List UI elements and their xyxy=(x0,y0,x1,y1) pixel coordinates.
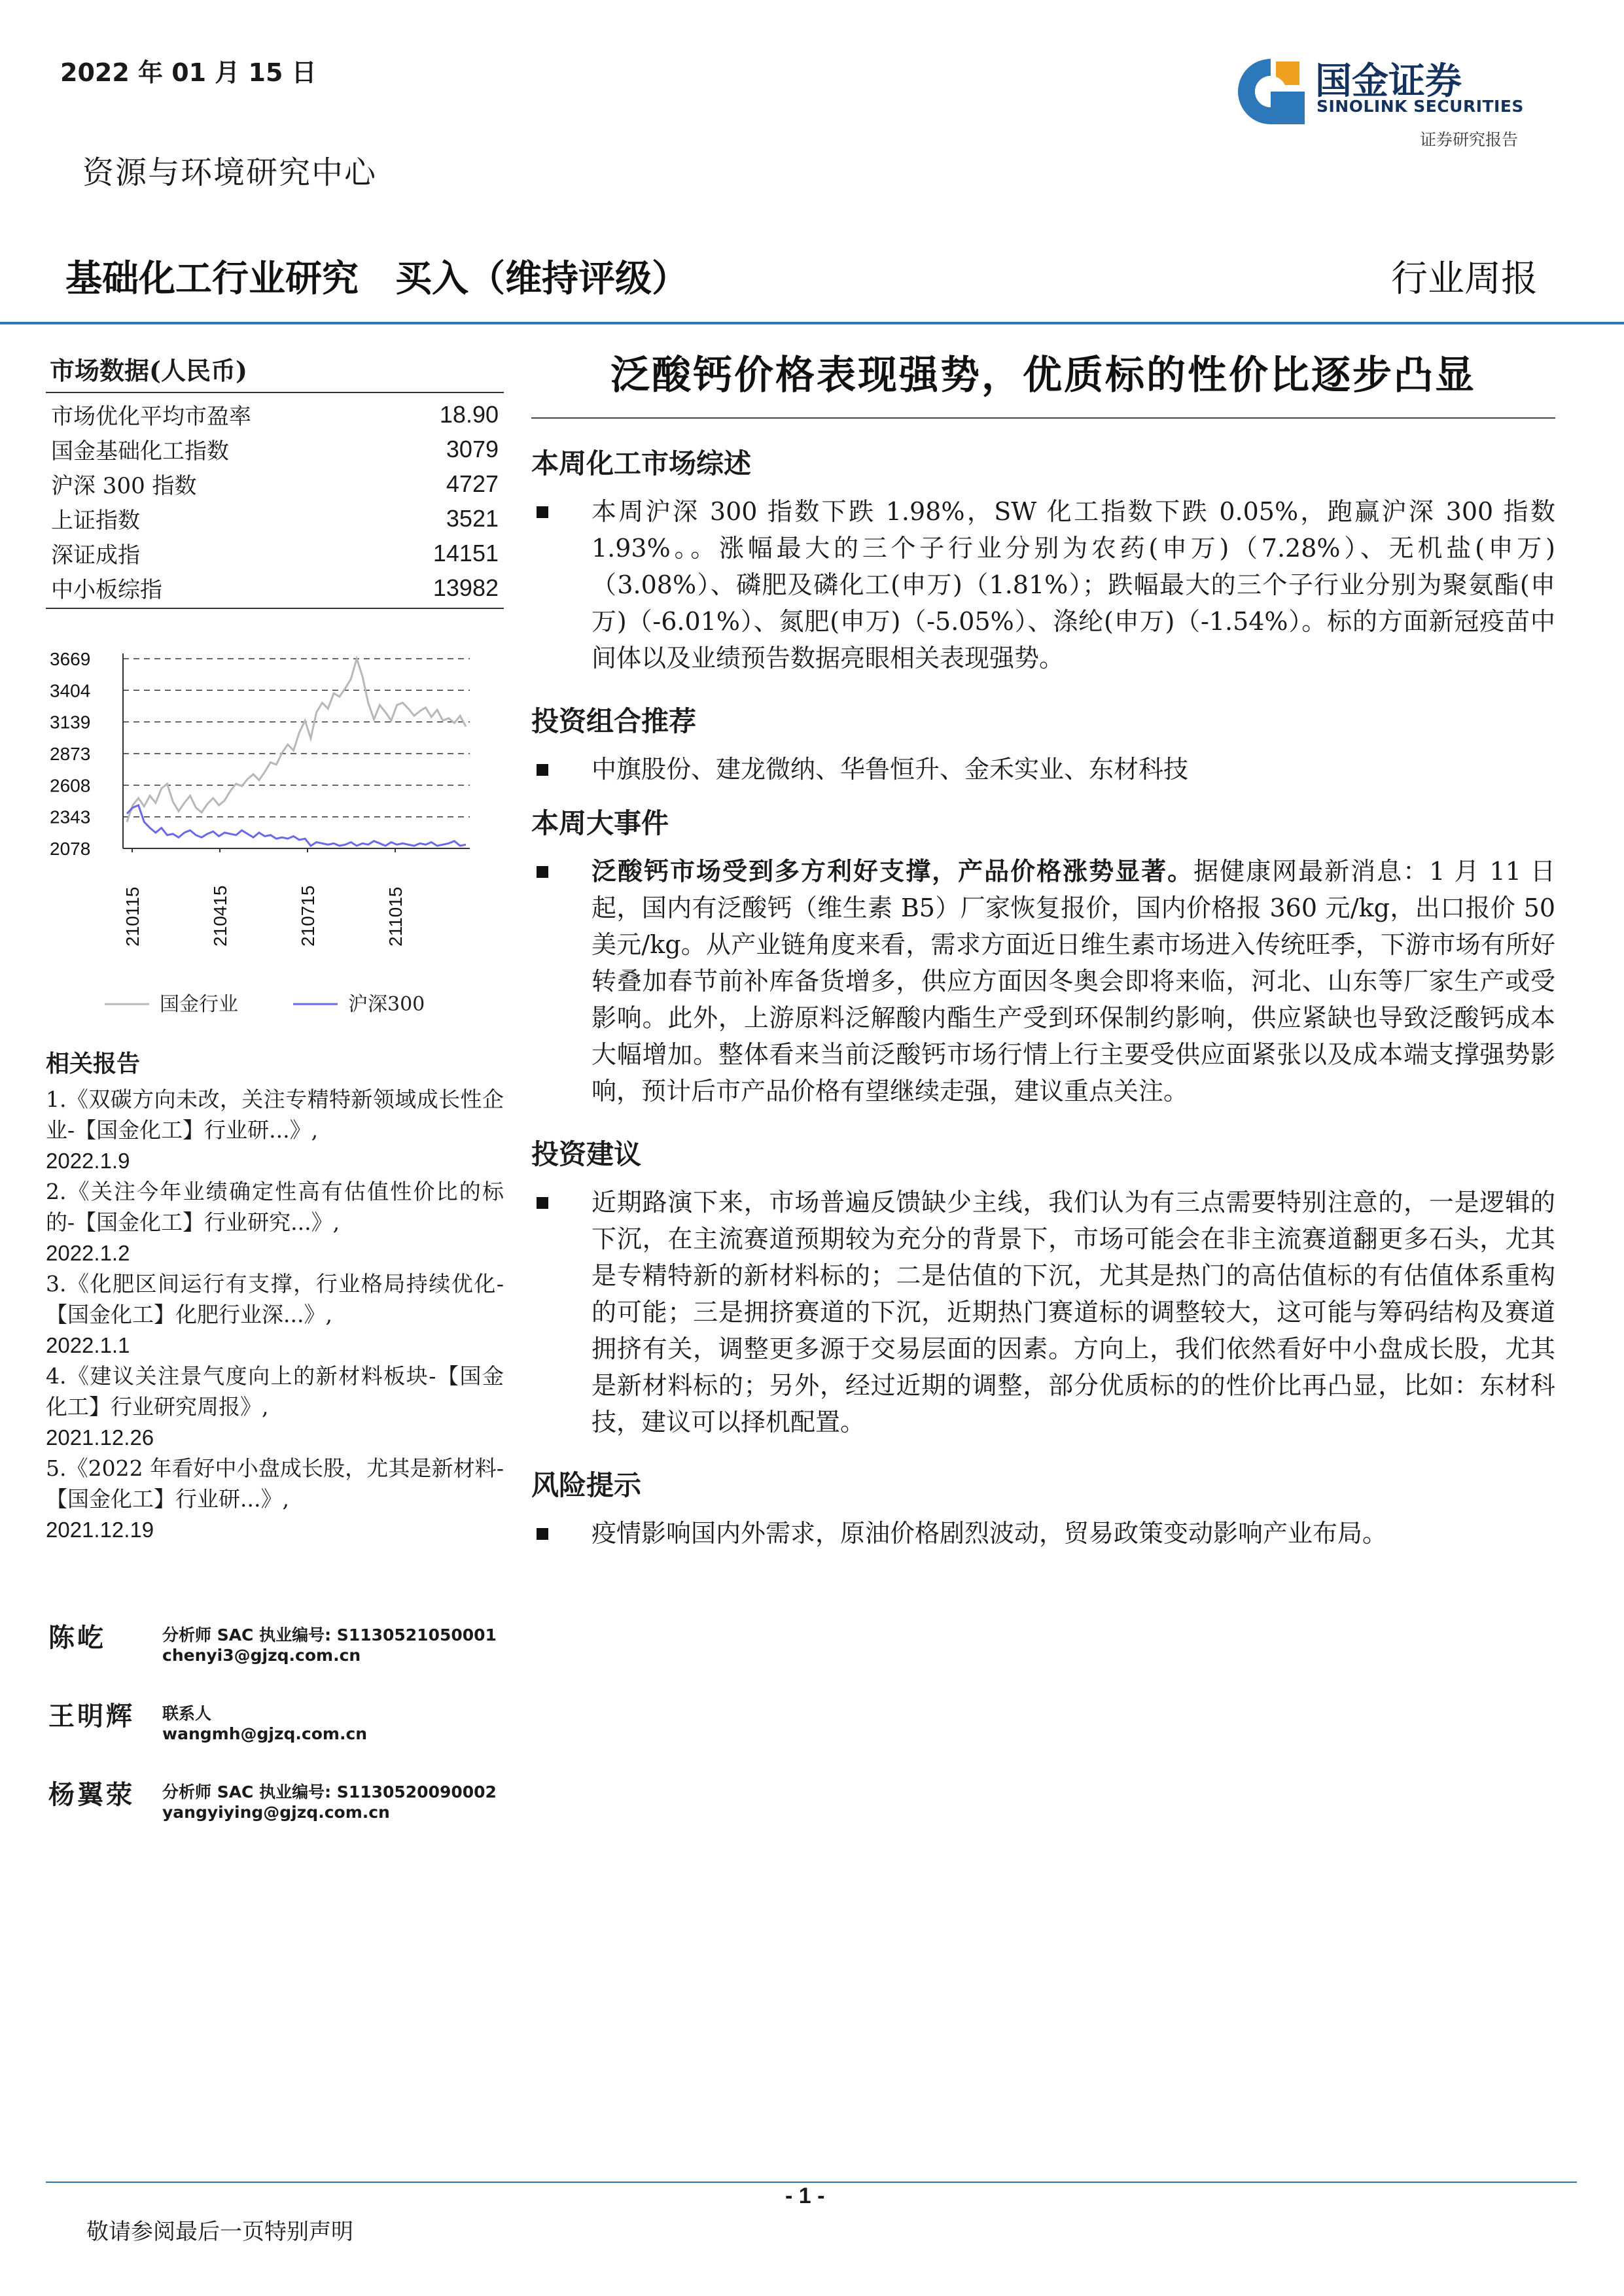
market-label: 沪深 300 指数 xyxy=(51,473,197,499)
market-data-table xyxy=(46,393,504,605)
analyst-card xyxy=(46,1694,517,1773)
market-label: 国金基础化工指数 xyxy=(51,438,229,464)
bullet-square-icon xyxy=(537,764,548,776)
bullet-item xyxy=(531,751,1555,788)
analyst-email[interactable]: yangyiying@gjzq.com.cn xyxy=(162,1803,390,1822)
market-row xyxy=(46,397,504,432)
market-row xyxy=(46,536,504,570)
market-label: 市场优化平均市盈率 xyxy=(51,404,251,430)
logo-chinese-name: 国金证券 xyxy=(1315,60,1462,103)
related-report-text[interactable]: 1.《双碳方向未改，关注专精特新领域成长性企业-【国金化工】行业研...》, xyxy=(46,1087,504,1143)
index-chart xyxy=(46,638,504,1043)
report-type: 行业周报 xyxy=(1391,258,1538,300)
analyst-credential: 联系人 xyxy=(162,1704,212,1723)
report-title: 泛酸钙价格表现强势，优质标的性价比逐步凸显 xyxy=(531,340,1555,419)
analyst-card xyxy=(46,1773,517,1851)
series-line-industry xyxy=(127,659,466,822)
analyst-credential: 分析师 SAC 执业编号: S1130521050001 xyxy=(162,1626,497,1644)
x-tick-label: 210415 xyxy=(210,885,230,947)
market-data-title: 市场数据(人民币) xyxy=(46,351,504,393)
y-tick-label: 3404 xyxy=(50,680,91,701)
bullet-square-icon xyxy=(537,506,548,518)
logo-english-name: SINOLINK SECURITIES xyxy=(1316,97,1524,116)
related-reports-title: 相关报告 xyxy=(46,1050,141,1077)
research-center: 资源与环境研究中心 xyxy=(82,154,378,191)
market-value: 3521 xyxy=(446,504,499,532)
analyst-email[interactable]: wangmh@gjzq.com.cn xyxy=(162,1724,368,1743)
analyst-name: 陈屹 xyxy=(48,1622,106,1653)
section-title-market-review: 本周化工市场综述 xyxy=(531,447,752,479)
related-report-text[interactable]: 4.《建议关注景气度向上的新材料板块-【国金化工】行业研究周报》, xyxy=(46,1363,504,1419)
bullet-text: 近期路演下来，市场普遍反馈缺少主线，我们认为有三点需要特别注意的，一是逻辑的下沉，在主流赛道预期较为充分的背景下，市场可能会在非主流赛道翻更多石头，尤其是专精特新的新材料标的；二是估值的下沉，尤其是热门的高估值标的有估值体系重构的可能；三是拥挤赛道的下沉，近期热门赛道标的调整较大，这可能与筹码结构及赛道拥挤有关，调整更多源于交易层面的因素。方向上，我们依然看好中小盘成长股，尤其是新材料标的；另外，经过近期的调整，部分优质标的的性价比再凸显，比如：东材科技，建议可以择机配置。 xyxy=(591,1188,1555,1436)
y-tick-label: 2078 xyxy=(50,839,91,859)
y-tick-label: 3139 xyxy=(50,712,91,733)
analyst-email[interactable]: chenyi3@gjzq.com.cn xyxy=(162,1646,361,1665)
related-report-item[interactable] xyxy=(46,1453,504,1545)
market-row xyxy=(46,466,504,501)
related-report-date: 2021.12.19 xyxy=(46,1518,154,1542)
analyst-credential: 分析师 SAC 执业编号: S1130520090002 xyxy=(162,1783,497,1801)
index-chart-svg xyxy=(46,638,504,1043)
bullet-text: 疫情影响国内外需求，原油价格剧烈波动，贸易政策变动影响产业布局。 xyxy=(591,1519,1388,1548)
bullet-text: 本周沪深 300 指数下跌 1.98%，SW 化工指数下跌 0.05%，跑赢沪深 300 指数 1.93%。。涨幅最大的三个子行业分别为农药(申万)（7.28%）、无机盐(申万)（3.08%）、磷肥及磷化工(申万)（1.81%）；跌幅最大的三个子行业分别为聚氨酯(申万)（-6.01%）、氮肥(申万)（-5.05%）、涤纶(申万)（-1.54%）。标的方面新冠疫苗中间体以及业绩预告数据亮眼相关表现强势。 xyxy=(591,497,1555,672)
y-tick-label: 3669 xyxy=(50,649,91,669)
related-report-text[interactable]: 3.《化肥区间运行有支撑，行业格局持续优化-【国金化工】化肥行业深...》, xyxy=(46,1271,504,1327)
bullet-square-icon xyxy=(537,866,548,878)
market-value: 13982 xyxy=(432,574,499,601)
industry-rating: 基础化工行业研究 买入（维持评级） xyxy=(65,258,688,300)
page-number: - 1 - xyxy=(785,2183,825,2208)
x-tick-label: 210715 xyxy=(298,885,318,947)
bullet-item xyxy=(531,493,1555,676)
market-value: 4727 xyxy=(446,470,499,497)
related-report-item[interactable] xyxy=(46,1268,504,1361)
analyst-list xyxy=(46,1616,517,1851)
x-tick-label: 210115 xyxy=(122,886,143,947)
section-title-weekly-events: 本周大事件 xyxy=(531,807,669,839)
sinolink-logo-icon xyxy=(1235,55,1306,126)
x-tick-label: 211015 xyxy=(385,886,406,947)
bullet-item xyxy=(531,853,1555,1109)
related-report-date: 2022.1.1 xyxy=(46,1333,130,1357)
market-value: 3079 xyxy=(446,435,499,462)
bullet-square-icon xyxy=(537,1197,548,1209)
bullet-text: 中旗股份、建龙微纳、华鲁恒升、金禾实业、东材科技 xyxy=(591,755,1189,784)
related-report-text[interactable]: 2.《关注今年业绩确定性高有估值性价比的标的-【国金化工】行业研究...》, xyxy=(46,1179,504,1235)
footer-divider xyxy=(46,2182,1577,2183)
analyst-name: 杨翼荥 xyxy=(48,1779,135,1810)
market-value: 18.90 xyxy=(439,400,499,428)
bullet-square-icon xyxy=(537,1528,548,1540)
related-report-item[interactable] xyxy=(46,1176,504,1268)
related-report-item[interactable] xyxy=(46,1361,504,1453)
y-tick-label: 2343 xyxy=(50,807,91,827)
bullet-text: 据健康网最新消息：1 月 11 日起，国内有泛酸钙（维生素 B5）厂家恢复报价，国内价格报 360 元/kg，出口报价 50 美元/kg。从产业链角度来看，需求方面近日维生素市场进入传统旺季，下游市场有所好转叠加春节前补库备货增多，供应方面因冬奥会即将来临，河北、山东等厂家生产或受影响。此外，上游原料泛解酸内酯生产受到环保制约影响，供应紧缺也导致泛酸钙成本大幅增加。整体看来当前泛酸钙市场行情上行主要受供应面紧张以及成本端支撑强势影响，预计后市产品价格有望继续走强，建议重点关注。 xyxy=(591,857,1555,1105)
market-row xyxy=(46,501,504,536)
related-report-text[interactable]: 5.《2022 年看好中小盘成长股，尤其是新材料-【国金化工】行业研...》, xyxy=(46,1455,504,1512)
related-report-item[interactable] xyxy=(46,1084,504,1176)
section-title-risk: 风险提示 xyxy=(531,1469,642,1501)
related-report-date: 2021.12.26 xyxy=(46,1425,154,1450)
footer-disclaimer-note: 敬请参阅最后一页特别声明 xyxy=(86,2219,353,2245)
bullet-item xyxy=(531,1184,1555,1440)
related-report-date: 2022.1.9 xyxy=(46,1149,130,1173)
market-row xyxy=(46,432,504,466)
bullet-lead: 泛酸钙市场受到多方利好支撑，产品价格涨势显著。 xyxy=(591,856,1194,886)
y-tick-label: 2608 xyxy=(50,775,91,796)
analyst-card xyxy=(46,1616,517,1694)
main-content xyxy=(531,340,1555,1552)
market-row xyxy=(46,570,504,605)
market-data-panel xyxy=(46,351,504,609)
market-data-divider xyxy=(46,608,504,609)
y-tick-label: 2873 xyxy=(50,744,91,765)
related-report-date: 2022.1.2 xyxy=(46,1241,130,1265)
section-title-portfolio: 投资组合推荐 xyxy=(531,705,697,737)
logo-subtitle: 证券研究报告 xyxy=(1420,130,1519,149)
section-title-investment-advice: 投资建议 xyxy=(531,1138,642,1170)
analyst-name: 王明辉 xyxy=(48,1701,135,1731)
report-date: 2022 年 01 月 15 日 xyxy=(60,58,317,87)
legend-label: 沪深300 xyxy=(348,993,425,1016)
company-logo xyxy=(1235,50,1549,154)
market-label: 上证指数 xyxy=(51,508,140,534)
market-value: 14151 xyxy=(432,539,499,566)
market-label: 中小板综指 xyxy=(51,577,162,603)
bullet-item xyxy=(531,1515,1555,1552)
legend-label: 国金行业 xyxy=(160,993,238,1016)
related-reports xyxy=(46,1045,504,1545)
market-label: 深证成指 xyxy=(51,542,140,568)
header-divider xyxy=(0,322,1624,324)
